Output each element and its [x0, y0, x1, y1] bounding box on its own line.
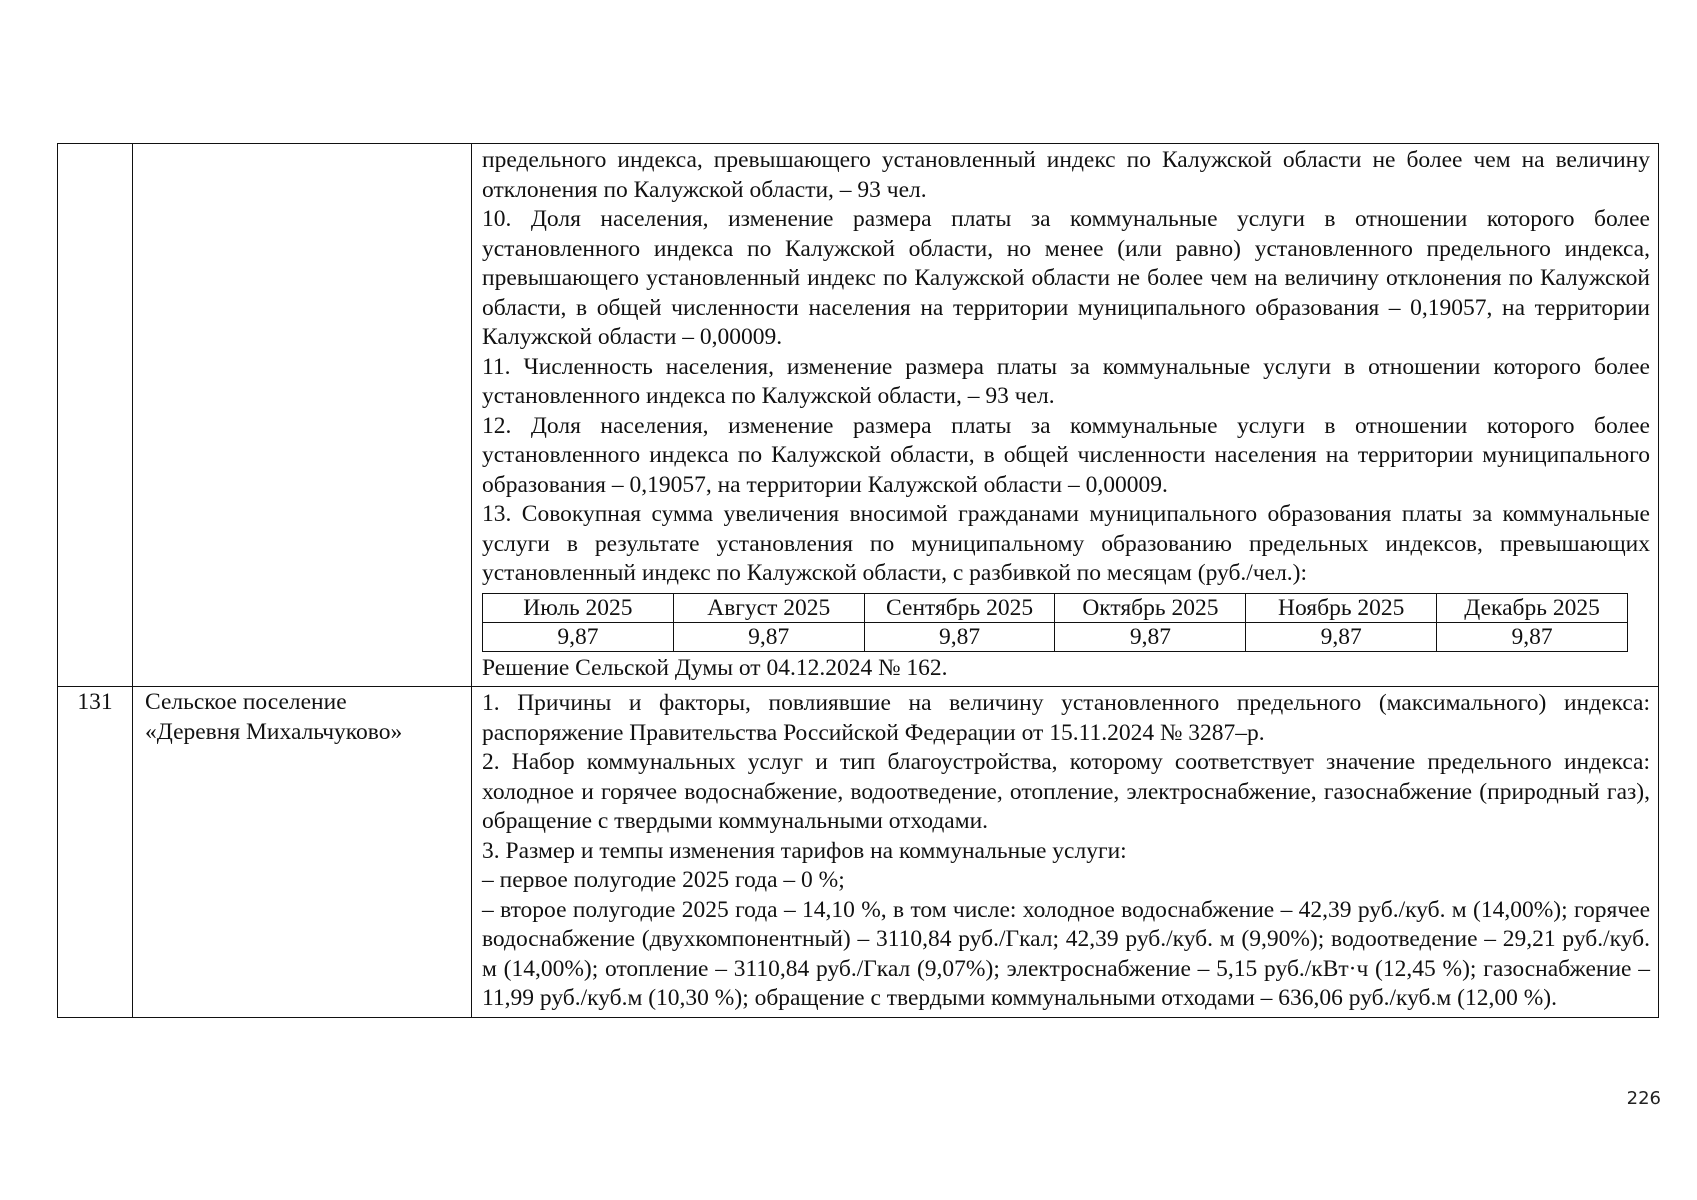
paragraph: – второе полугодие 2025 года – 14,10 %, в том числе: холодное водоснабжение – 42,39 руб./куб. м (14,00%); горячее водоснабжение (двухкомпонентный) – 3110,84 руб./Гкал; 42,39 руб./куб. м (9,90%); водоотведение – 29,21 руб./куб. м (14,00%); отопление – 3110,84 руб./Гкал (9,07%); электроснабжение – 5,15 руб./кВт·ч (12,45 %); газоснабжение – 11,99 руб./куб.м (10,30 %); обращение с твердыми коммунальными отходами – 636,06 руб./куб.м (12,00 %). [482, 896, 1650, 1011]
paragraph: 13. Совокупная сумма увеличения вносимой гражданами муниципального образования платы за коммунальные услуги в результате установления по муниципальному образованию предельных индексов, превышающих установленный индекс по Калужской области, с разбивкой по месяцам (руб./чел.): [482, 501, 1650, 586]
description-cell [472, 687, 1659, 1018]
monthly-increase-table [482, 593, 1628, 652]
municipality-name-cell [133, 687, 472, 1018]
row-number-cell [58, 144, 133, 687]
months-value-row [483, 622, 1628, 651]
paragraph: 1. Причины и факторы, повлиявшие на величину установленного предельного (максимального) индекса: распоряжение Правительства Российской Федерации от 15.11.2024 № 3287–р. [482, 690, 1650, 746]
paragraph: предельного индекса, превышающего установленный индекс по Калужской области не более чем на величину отклонения по Калужской области, – 93 чел. [482, 147, 1650, 203]
months-header-row [483, 593, 1628, 622]
month-header: Октябрь 2025 [1055, 593, 1246, 622]
month-value: 9,87 [1055, 622, 1246, 651]
paragraph: 12. Доля населения, изменение размера платы за коммунальные услуги в отношении которого более установленного индекса по Калужской области, в общей численности населения на территории муниципального образования – 0,19057, на территории Калужской области – 0,00009. [482, 412, 1650, 498]
table-row [58, 144, 1659, 687]
month-value: 9,87 [1246, 622, 1437, 651]
month-value: 9,87 [1437, 622, 1628, 651]
paragraph: 3. Размер и темпы изменения тарифов на коммунальные услуги: [482, 837, 1127, 864]
document-table [57, 143, 1659, 1018]
row-number-cell: 131 [58, 687, 133, 1018]
month-header: Ноябрь 2025 [1246, 593, 1437, 622]
month-header: Декабрь 2025 [1437, 593, 1628, 622]
municipality-type: Сельское поселение [145, 689, 347, 715]
month-header: Сентябрь 2025 [864, 593, 1055, 622]
month-header: Июль 2025 [483, 593, 674, 622]
decision-text: Решение Сельской Думы от 04.12.2024 № 162. [482, 654, 948, 681]
paragraph: 10. Доля населения, изменение размера платы за коммунальные услуги в отношении которого более установленного индекса по Калужской области, но менее (или равно) установленного предельного индекса, превышающего установленный индекс по Калужской области не более чем на величину отклонения по Калужской области, в общей численности населения на территории муниципального образования – 0,19057, на территории Калужской области – 0,00009. [482, 206, 1650, 350]
month-value: 9,87 [483, 622, 674, 651]
paragraph: 2. Набор коммунальных услуг и тип благоустройства, которому соответствует значение предельного индекса: холодное и горячее водоснабжение, водоотведение, отопление, электроснабжение, газоснабжение (природный газ), обращение с твердыми коммунальными отходами. [482, 749, 1650, 834]
table-row [58, 687, 1659, 1018]
month-value: 9,87 [673, 622, 864, 651]
description-cell [472, 144, 1659, 687]
page-number: 226 [1626, 1088, 1661, 1109]
month-value: 9,87 [864, 622, 1055, 651]
month-header: Август 2025 [673, 593, 864, 622]
paragraph: – первое полугодие 2025 года – 0 %; [482, 867, 845, 893]
municipality-name-cell [133, 144, 472, 687]
municipality-name: «Деревня Михальчуково» [145, 718, 403, 745]
paragraph: 11. Численность населения, изменение размера платы за коммунальные услуги в отношении которого более установленного индекса по Калужской области, – 93 чел. [482, 353, 1650, 409]
